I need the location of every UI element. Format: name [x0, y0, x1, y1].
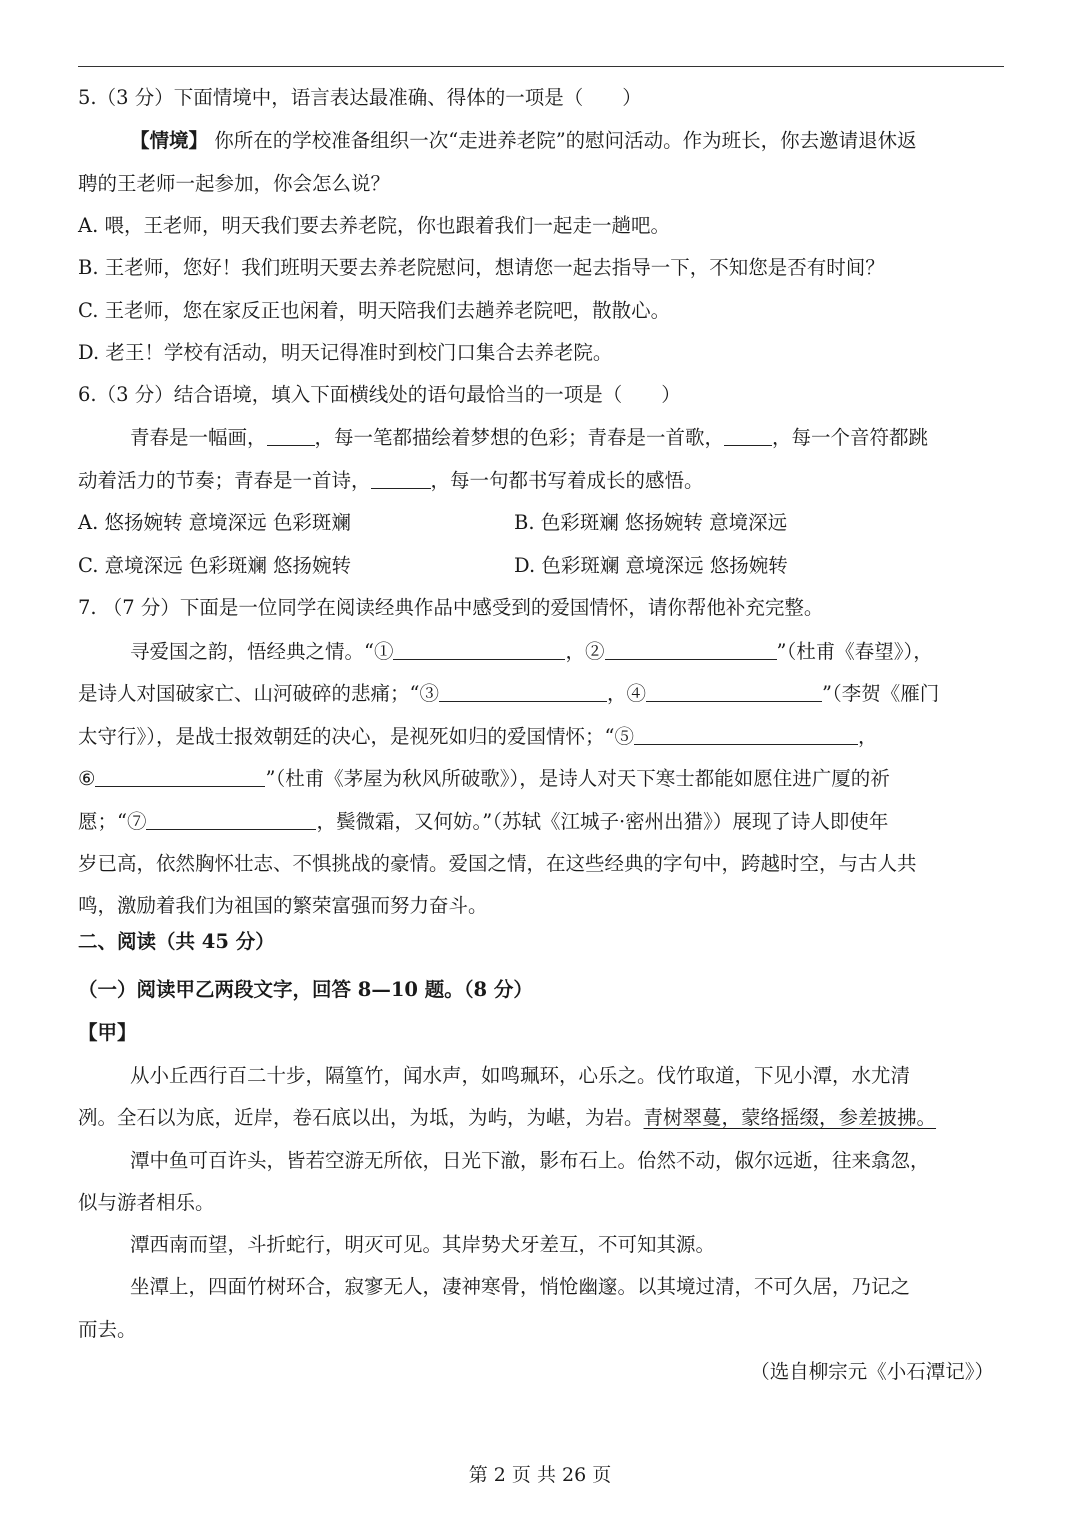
- q6-option-b: B. 色彩斑斓 悠扬婉转 意境深远: [514, 511, 788, 534]
- underlined-sentence: 青树翠蔓，蒙络摇缀，参差披拂。: [643, 1106, 937, 1129]
- q6-options-row-2: [78, 552, 1004, 580]
- q5-context-text-1: 你所在的学校准备组织一次“走进养老院”的慰问活动。作为班长，你去邀请退休返: [214, 129, 917, 152]
- answer-blank-2[interactable]: [605, 639, 777, 660]
- q7-text: ”（李贺《雁门: [822, 682, 940, 705]
- q6-options-row-1: [78, 509, 1004, 537]
- answer-blank[interactable]: [267, 425, 315, 446]
- passage-p2-line-2: 似与游者相乐。: [78, 1191, 215, 1214]
- q7-line-2: [78, 680, 1004, 708]
- q7-text: ，鬓微霜，又何妨。”（苏轼《江城子·密州出猎》）展现了诗人即使年: [316, 810, 889, 833]
- passage-label-jia: 【甲】: [78, 1021, 137, 1044]
- q7-text: ，④: [606, 682, 646, 705]
- passage-p3: 潭西南而望，斗折蛇行，明灭可见。其岸势犬牙差互，不可知其源。: [130, 1233, 716, 1256]
- q7-stem: 7. （7 分）下面是一位同学在阅读经典作品中感受到的爱国情怀，请你帮他补充完整。: [78, 596, 824, 619]
- q7-line-3: [78, 723, 1004, 751]
- q6-text: ，每一句都书写着成长的感悟。: [430, 469, 704, 492]
- answer-blank-5[interactable]: [634, 724, 858, 745]
- q6-stem: 6.（3 分）结合语境，填入下面横线处的语句最恰当的一项是（ ）: [78, 383, 681, 406]
- q7-text: ，: [857, 725, 878, 748]
- q6-option-c: C. 意境深远 色彩斑斓 悠扬婉转: [78, 554, 352, 577]
- passage-source: （选自柳宗元《小石潭记》）: [750, 1360, 994, 1383]
- passage-p1-line-2: [78, 1104, 1004, 1132]
- answer-blank[interactable]: [371, 468, 431, 489]
- q7-line-4: [78, 765, 1004, 793]
- passage-p2-line-1: 潭中鱼可百许头，皆若空游无所依，日光下澈，影布石上。佁然不动，俶尔远逝，往来翕忽，: [130, 1149, 930, 1172]
- q7-text: ，②: [565, 640, 605, 663]
- answer-blank-7[interactable]: [146, 809, 316, 830]
- q7-line-1: [130, 638, 1004, 666]
- q7-line-7: 鸣，激励着我们为祖国的繁荣富强而努力奋斗。: [78, 894, 488, 917]
- q5-option-b: B. 王老师，您好！我们班明天要去养老院慰问，想请您一起去指导一下，不知您是否有时间？: [78, 256, 885, 279]
- header-rule: [78, 66, 1004, 67]
- q6-text: 青春是一幅画，: [130, 426, 267, 449]
- q6-text: ，每一笔都描绘着梦想的色彩；青春是一首歌，: [314, 426, 725, 449]
- q7-line-5: [78, 808, 1004, 836]
- q7-text: ”（杜甫《茅屋为秋风所破歌》），是诗人对天下寒士都能如愿住进广厦的祈: [265, 767, 890, 790]
- passage-p4-line-2: 而去。: [78, 1318, 137, 1341]
- q5-context-line-2: 聘的王老师一起参加，你会怎么说？: [78, 172, 391, 195]
- q6-text: ，每一个音符都跳: [772, 426, 929, 449]
- q6-option-a: A. 悠扬婉转 意境深远 色彩斑斓: [78, 511, 351, 534]
- passage-text: 冽。全石以为底，近岸，卷石底以出，为坻，为屿，为嵁，为岩。: [78, 1106, 644, 1129]
- section-title: 二、阅读（共 45 分）: [78, 930, 275, 953]
- q7-text: ⑥: [78, 767, 96, 790]
- q6-passage-line-1: [130, 424, 1004, 452]
- q6-text: 动着活力的节奏；青春是一首诗，: [78, 469, 371, 492]
- q5-context-line-1: [130, 127, 1004, 155]
- q7-text: 愿；“⑦: [78, 810, 147, 833]
- q7-text: 是诗人对国破家亡、山河破碎的悲痛；“③: [78, 682, 439, 705]
- q7-text: 寻爱国之韵，悟经典之情。“①: [130, 640, 394, 663]
- q7-text: ”（杜甫《春望》），: [776, 640, 933, 663]
- passage-p4-line-1: 坐潭上，四面竹树环合，寂寥无人，凄神寒骨，悄怆幽邃。以其境过清，不可久居，乃记之: [130, 1275, 911, 1298]
- q7-line-6: 岁已高，依然胸怀壮志、不惧挑战的豪情。爱国之情，在这些经典的字句中，跨越时空，与古人共: [78, 852, 917, 875]
- q5-option-d: D. 老王！学校有活动，明天记得准时到校门口集合去养老院。: [78, 341, 613, 364]
- q5-stem: 5.（3 分）下面情境中，语言表达最准确、得体的一项是（ ）: [78, 86, 642, 109]
- answer-blank-1[interactable]: [393, 639, 565, 660]
- q7-text: 太守行》），是战士报效朝廷的决心，是视死如归的爱国情怀；“⑤: [78, 725, 634, 748]
- q6-option-d: D. 色彩斑斓 意境深远 悠扬婉转: [514, 554, 788, 577]
- q6-passage-line-2: [78, 467, 1004, 495]
- answer-blank-6[interactable]: [95, 766, 265, 787]
- q5-option-c: C. 王老师，您在家反正也闲着，明天陪我们去趟养老院吧，散散心。: [78, 299, 671, 322]
- q5-context-label: 【情境】: [130, 129, 209, 152]
- passage-p1-line-1: 从小丘西行百二十步，隔篁竹，闻水声，如鸣珮环，心乐之。伐竹取道，下见小潭，水尤清: [130, 1064, 911, 1087]
- answer-blank[interactable]: [724, 425, 772, 446]
- subsection-title: （一）阅读甲乙两段文字，回答 8—10 题。（8 分）: [78, 978, 533, 1001]
- answer-blank-4[interactable]: [646, 681, 822, 702]
- page-footer: 第 2 页 共 26 页: [468, 1464, 612, 1486]
- answer-blank-3[interactable]: [439, 681, 607, 702]
- q5-option-a: A. 喂，王老师，明天我们要去养老院，你也跟着我们一起走一趟吧。: [78, 214, 670, 237]
